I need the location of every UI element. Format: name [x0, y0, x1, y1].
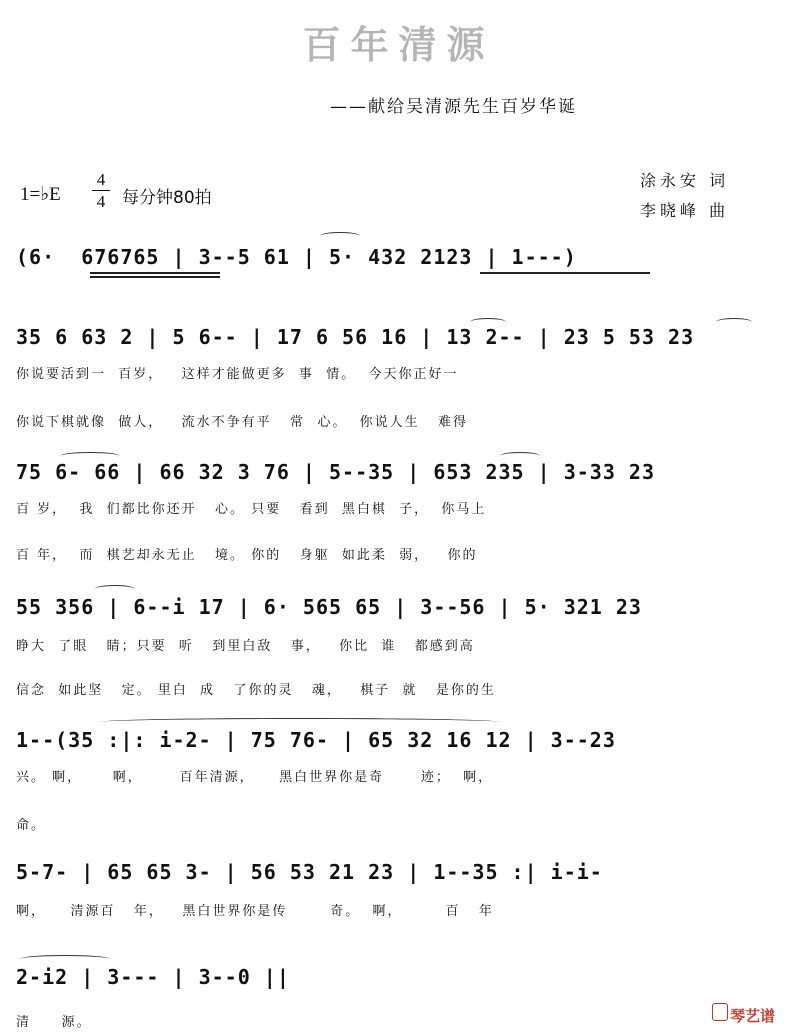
time-signature-divider: [92, 190, 110, 191]
beat-underline: [90, 276, 220, 278]
notation-line: 2-i2 | 3--- | 3--0 ||: [16, 965, 290, 989]
song-title: 百年清源: [302, 22, 495, 67]
tempo-marking: 每分钟80拍: [122, 188, 212, 208]
lyric-verse-1: 睁大 了眼 睛；只要 听 到里白敌 事， 你比 谁 都感到高: [16, 639, 475, 654]
beat-underline: [90, 272, 220, 274]
slur: [716, 318, 752, 326]
notation-line: (6· 676765 | 3--5 61 | 5· 432 2123 | 1---): [16, 245, 577, 269]
lyric-verse-1: 清 源。: [16, 1015, 92, 1030]
notation-line: 75 6- 66 | 66 32 3 76 | 5--35 | 653 235 | 3-33 23: [16, 460, 656, 484]
slur: [20, 955, 110, 963]
notation-line: 55 356 | 6--i 17 | 6· 565 65 | 3--56 | 5· 321 23: [16, 595, 642, 619]
lyric-verse-1: 啊， 清源百 年， 黑白世界你是传 奇。 啊， 百 年: [16, 904, 494, 919]
time-signature-top: 4: [96, 170, 106, 189]
composer-credit: 李晓峰 曲: [640, 201, 730, 220]
watermark-text: 琴艺谱: [730, 1007, 776, 1025]
slur: [100, 718, 500, 726]
song-subtitle: ——献给吴清源先生百岁华诞: [330, 97, 577, 117]
time-signature: [90, 170, 112, 211]
lyric-verse-1: 兴。 啊， 啊， 百年清源， 黑白世界你是奇 迹； 啊，: [16, 770, 494, 785]
lyric-verse-1: 你说要活到一 百岁， 这样才能做更多 事 情。 今天你正好一: [16, 367, 459, 382]
watermark-logo-icon: [712, 1003, 728, 1021]
key-signature: 1=♭E: [20, 184, 61, 205]
time-signature-bottom: 4: [96, 192, 106, 211]
notation-line: 1--(35 :|: i-2- | 75 76- | 65 32 16 12 | 3--23: [16, 728, 616, 752]
lyricist-credit: 涂永安 词: [640, 171, 730, 190]
lyric-verse-2: 命。: [16, 818, 47, 833]
lyric-verse-2: 你说下棋就像 做人， 流水不争有平 常 心。 你说人生 难得: [16, 415, 468, 430]
slur: [470, 318, 506, 326]
lyric-verse-1: 百 岁， 我 们都比你还开 心。 只要 看到 黑白棋 子， 你马上: [16, 502, 487, 517]
notation-line: 5-7- | 65 65 3- | 56 53 21 23 | 1--35 :| i-i-: [16, 860, 603, 884]
slur: [60, 452, 120, 460]
slur: [95, 585, 135, 593]
beat-underline: [480, 272, 650, 274]
slur: [320, 232, 360, 240]
lyric-verse-2: 百 年， 而 棋艺却永无止 境。 你的 身躯 如此柔 弱， 你的: [16, 548, 478, 563]
notation-line: 35 6 63 2 | 5 6-- | 17 6 56 16 | 13 2-- | 23 5 53 23: [16, 325, 695, 349]
lyric-verse-2: 信念 如此坚 定。 里白 成 了你的灵 魂， 棋子 就 是你的生: [16, 683, 496, 698]
slur: [500, 452, 540, 460]
